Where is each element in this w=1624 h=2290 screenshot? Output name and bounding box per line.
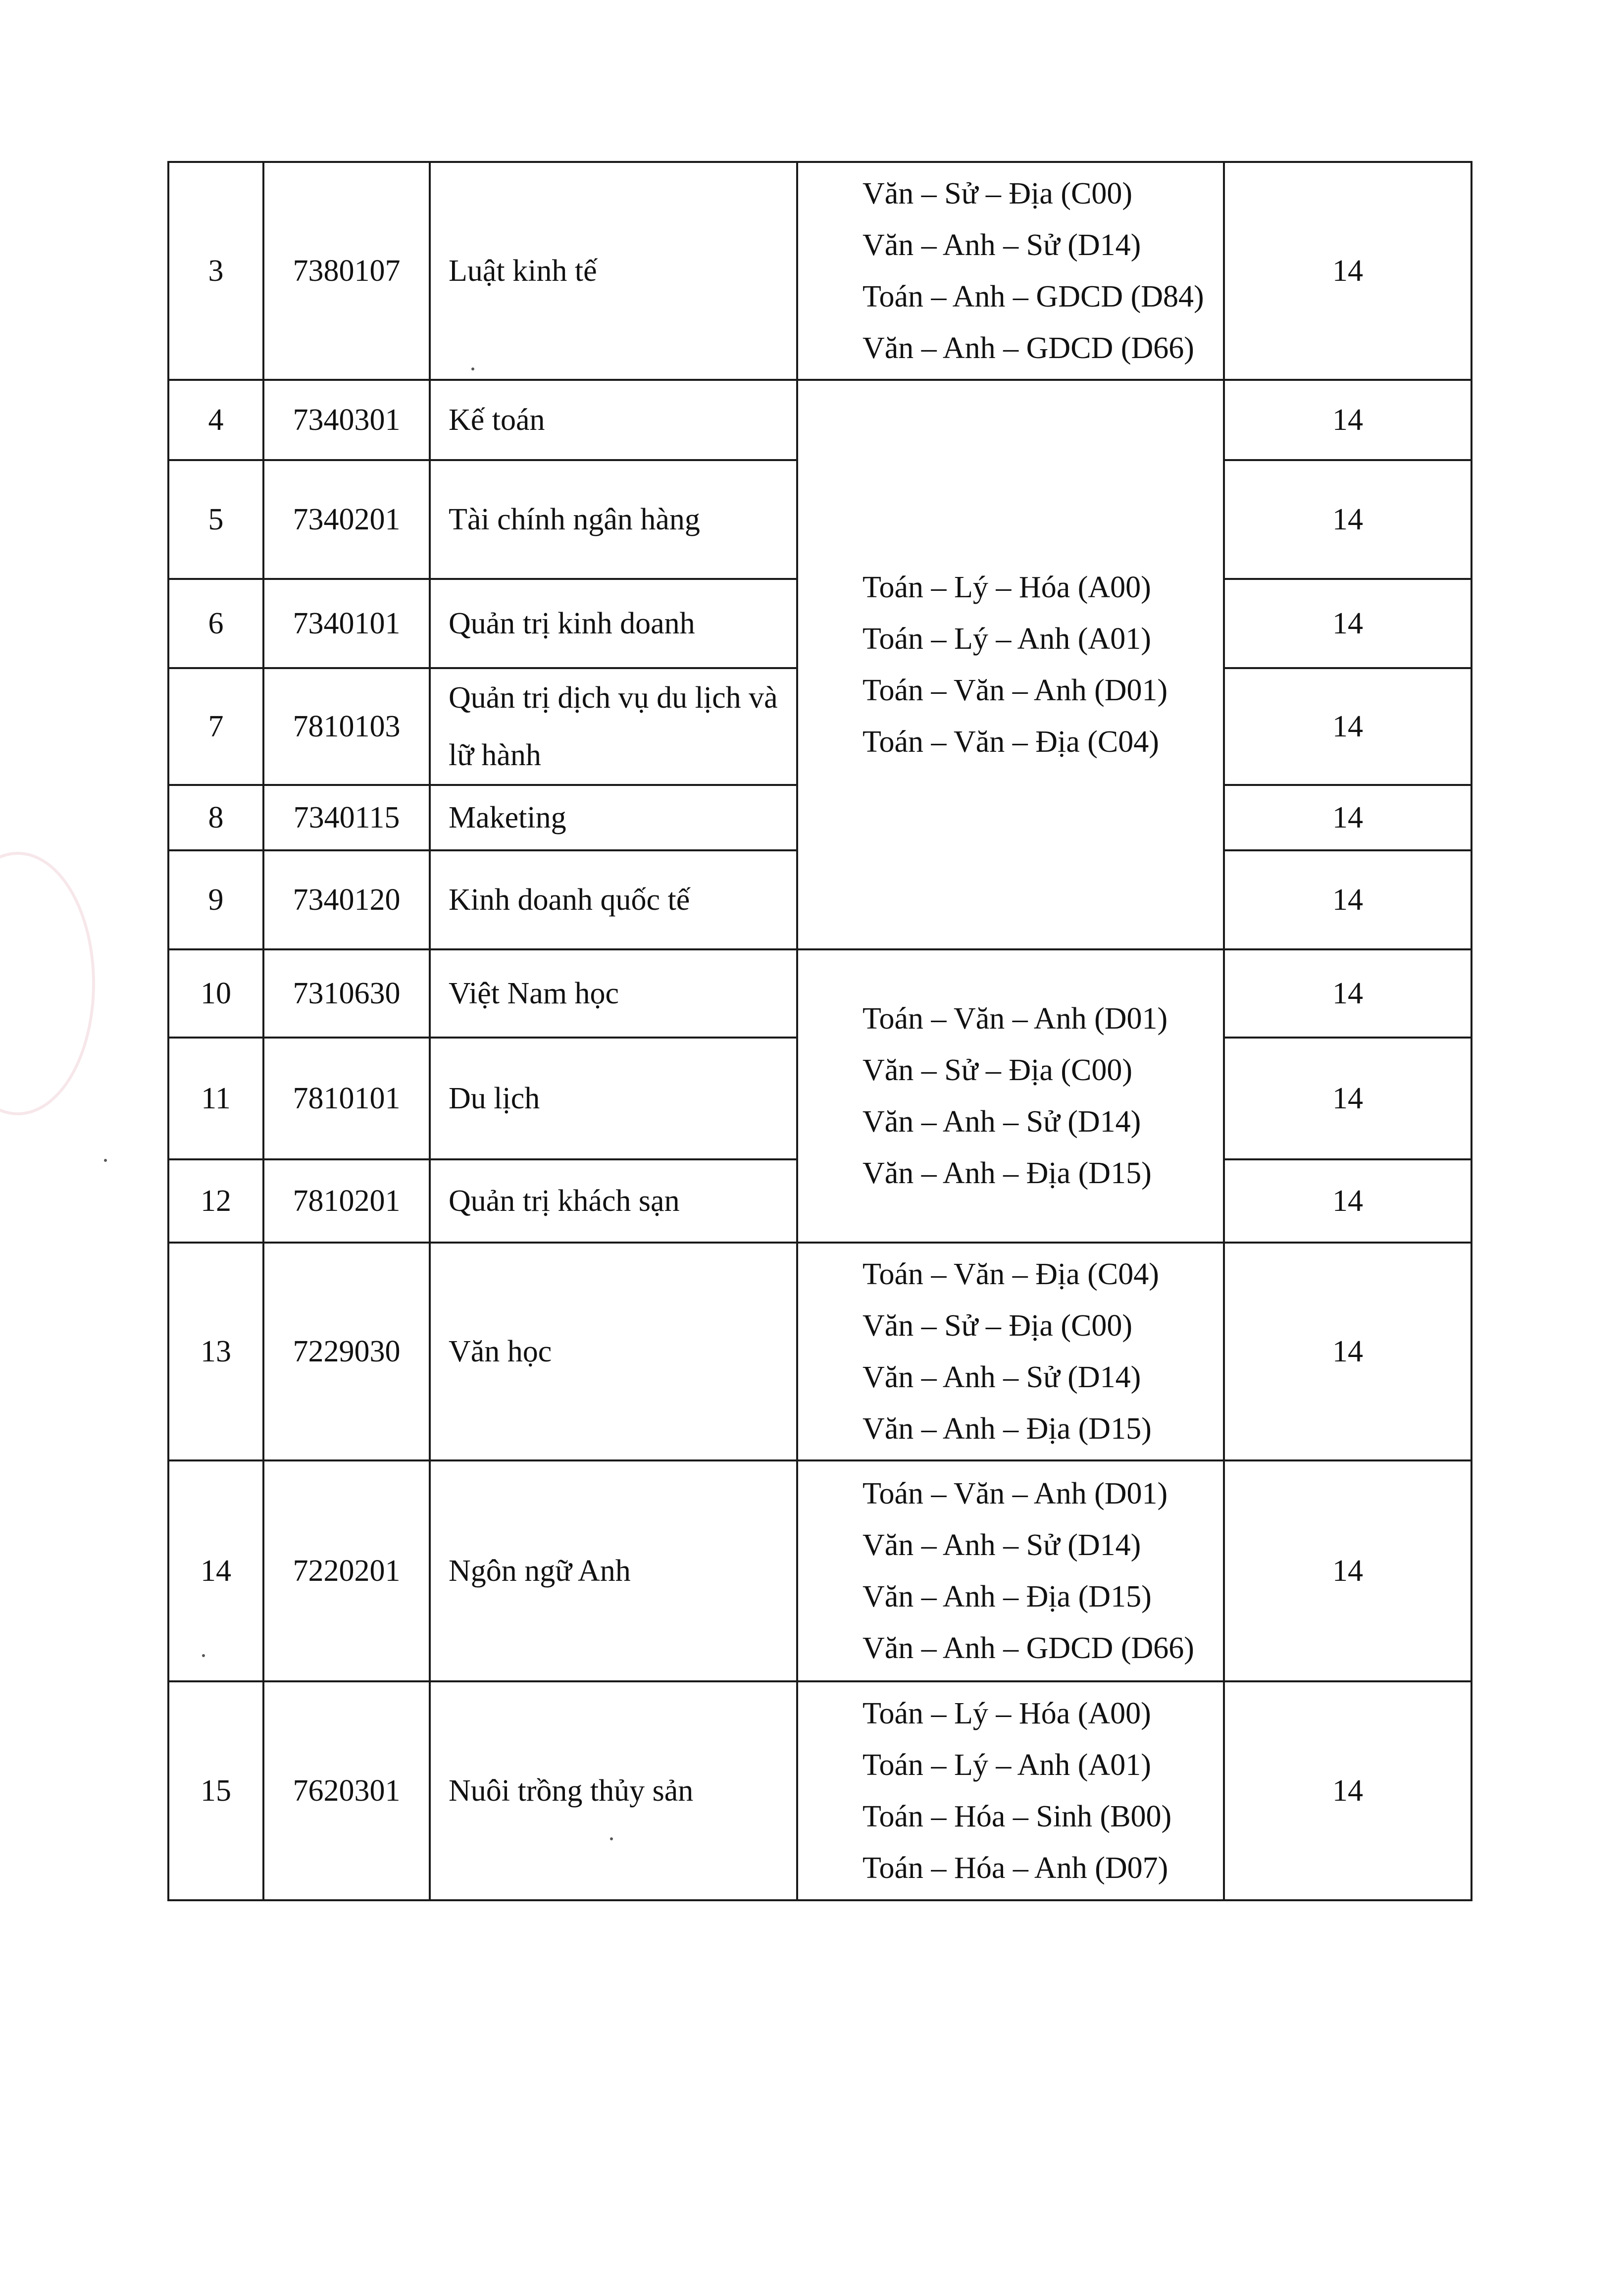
row-number: 14 [168, 1460, 263, 1681]
combo-line: Toán – Lý – Hóa (A00) [863, 571, 1151, 604]
combo-line: Văn – Anh – Sử (D14) [863, 1360, 1141, 1394]
table-row [168, 380, 1472, 460]
combo-line: Văn – Anh – GDCD (D66) [863, 1631, 1194, 1665]
major-name: Maketing [430, 785, 797, 850]
min-score: 14 [1224, 949, 1472, 1038]
row-number: 3 [168, 162, 263, 380]
major-code: 7220201 [263, 1460, 430, 1681]
combo-line: Toán – Lý – Hóa (A00) [863, 1697, 1151, 1730]
major-code: 7310630 [263, 949, 430, 1038]
major-name: Du lịch [430, 1038, 797, 1159]
major-name: Văn học [430, 1243, 797, 1460]
major-code: 7340201 [263, 460, 430, 579]
major-code: 7340301 [263, 380, 430, 460]
major-code: 7380107 [263, 162, 430, 380]
combo-line: Toán – Hóa – Anh (D07) [863, 1851, 1168, 1885]
row-number: 7 [168, 668, 263, 785]
combo-line: Văn – Anh – Địa (D15) [863, 1580, 1152, 1613]
min-score: 14 [1224, 579, 1472, 668]
major-name: Quản trị dịch vụ du lịch và lữ hành [430, 668, 797, 785]
admissions-table [167, 161, 1472, 1901]
table-row [168, 1681, 1472, 1900]
combo-line: Văn – Sử – Địa (C00) [863, 1309, 1133, 1343]
min-score: 14 [1224, 1243, 1472, 1460]
subject-combinations [797, 1681, 1224, 1900]
combo-line: Toán – Văn – Anh (D01) [863, 1477, 1168, 1510]
combo-line: Toán – Văn – Địa (C04) [863, 1257, 1159, 1291]
major-code: 7340115 [263, 785, 430, 850]
min-score: 14 [1224, 162, 1472, 380]
major-code: 7810201 [263, 1159, 430, 1243]
min-score: 14 [1224, 668, 1472, 785]
min-score: 14 [1224, 1038, 1472, 1159]
major-name: Nuôi trồng thủy sản [430, 1681, 797, 1900]
combo-line: Toán – Văn – Anh (D01) [863, 1002, 1168, 1036]
stamp-mark [0, 852, 95, 1115]
row-number: 12 [168, 1159, 263, 1243]
row-number: 4 [168, 380, 263, 460]
major-name: Quản trị kinh doanh [430, 579, 797, 668]
scan-speck [202, 1654, 205, 1657]
subject-combinations [797, 380, 1224, 949]
major-code: 7340101 [263, 579, 430, 668]
row-number: 15 [168, 1681, 263, 1900]
row-number: 13 [168, 1243, 263, 1460]
subject-combinations [797, 1460, 1224, 1681]
major-name: Việt Nam học [430, 949, 797, 1038]
subject-combinations [797, 1243, 1224, 1460]
major-name: Ngôn ngữ Anh [430, 1460, 797, 1681]
subject-combinations [797, 949, 1224, 1243]
row-number: 6 [168, 579, 263, 668]
row-number: 9 [168, 850, 263, 949]
combo-line: Văn – Anh – Địa (D15) [863, 1412, 1152, 1446]
scan-speck [610, 1837, 613, 1840]
table-row [168, 949, 1472, 1038]
table-row [168, 1460, 1472, 1681]
major-name: Quản trị khách sạn [430, 1159, 797, 1243]
min-score: 14 [1224, 785, 1472, 850]
row-number: 11 [168, 1038, 263, 1159]
min-score: 14 [1224, 380, 1472, 460]
combo-line: Văn – Sử – Địa (C00) [863, 177, 1133, 210]
min-score: 14 [1224, 1159, 1472, 1243]
scan-speck [104, 1159, 107, 1162]
combo-line: Toán – Văn – Anh (D01) [863, 674, 1168, 707]
major-code: 7810101 [263, 1038, 430, 1159]
row-number: 5 [168, 460, 263, 579]
combo-line: Toán – Văn – Địa (C04) [863, 725, 1159, 759]
table-row [168, 1243, 1472, 1460]
major-name: Tài chính ngân hàng [430, 460, 797, 579]
combo-line: Văn – Anh – Địa (D15) [863, 1156, 1152, 1190]
combo-line: Văn – Anh – GDCD (D66) [863, 331, 1194, 365]
combo-line: Văn – Anh – Sử (D14) [863, 1105, 1141, 1139]
scan-speck [471, 367, 474, 370]
row-number: 8 [168, 785, 263, 850]
row-number: 10 [168, 949, 263, 1038]
min-score: 14 [1224, 1460, 1472, 1681]
combo-line: Toán – Anh – GDCD (D84) [863, 280, 1204, 313]
combo-line: Văn – Sử – Địa (C00) [863, 1053, 1133, 1087]
subject-combinations [797, 162, 1224, 380]
combo-line: Toán – Hóa – Sinh (B00) [863, 1800, 1172, 1833]
combo-line: Toán – Lý – Anh (A01) [863, 622, 1151, 656]
major-code: 7620301 [263, 1681, 430, 1900]
major-code: 7810103 [263, 668, 430, 785]
combo-line: Văn – Anh – Sử (D14) [863, 228, 1141, 262]
major-name: Luật kinh tế [430, 162, 797, 380]
major-name: Kế toán [430, 380, 797, 460]
combo-line: Toán – Lý – Anh (A01) [863, 1748, 1151, 1782]
major-name: Kinh doanh quốc tế [430, 850, 797, 949]
min-score: 14 [1224, 460, 1472, 579]
min-score: 14 [1224, 1681, 1472, 1900]
table-row [168, 162, 1472, 380]
combo-line: Văn – Anh – Sử (D14) [863, 1528, 1141, 1562]
min-score: 14 [1224, 850, 1472, 949]
major-code: 7340120 [263, 850, 430, 949]
major-code: 7229030 [263, 1243, 430, 1460]
